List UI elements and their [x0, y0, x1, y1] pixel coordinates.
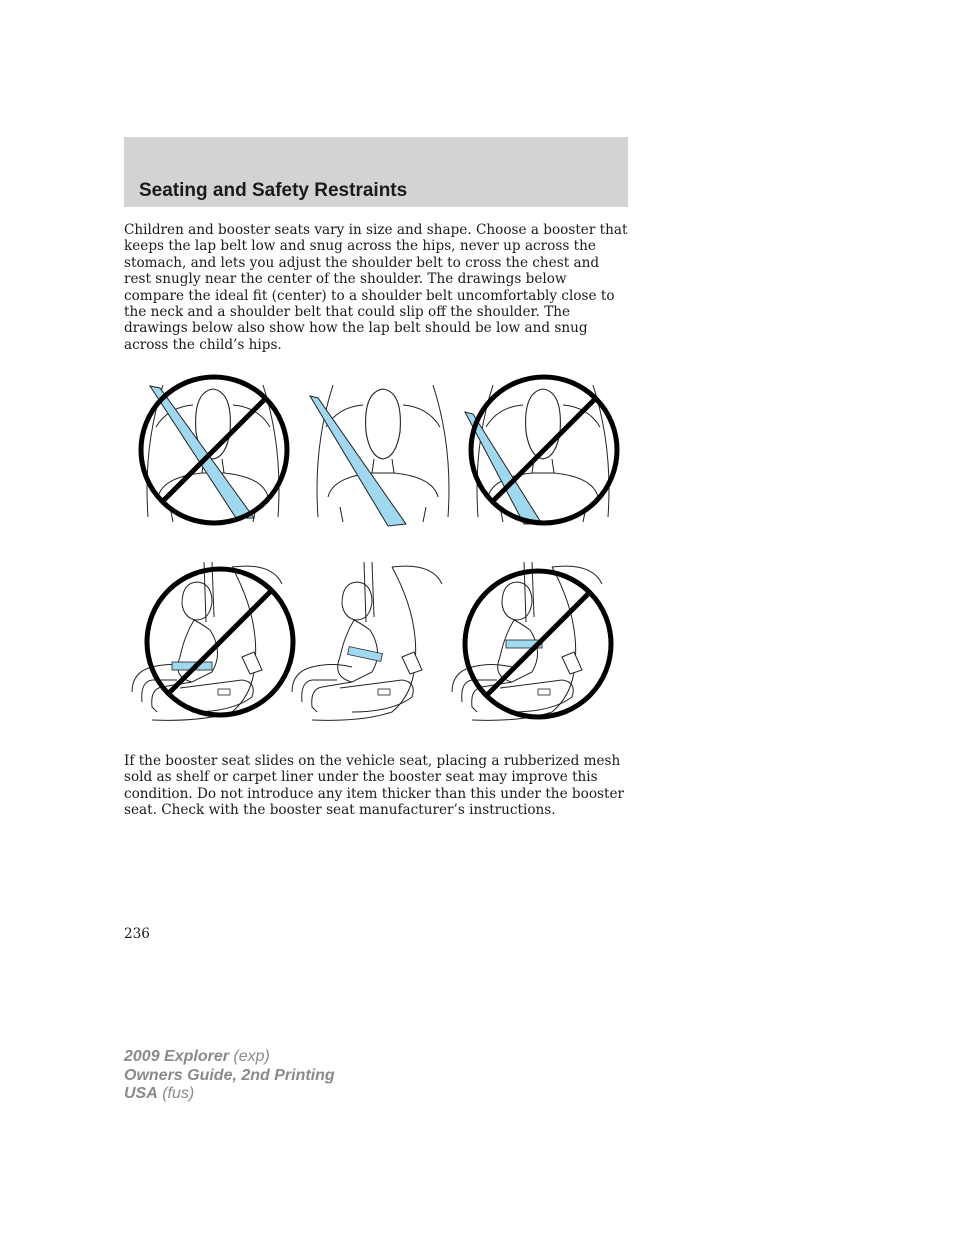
illustration-lap-belt-bad-left [132, 562, 293, 720]
document-footer [124, 1048, 335, 1104]
section-title: Seating and Safety Restraints [139, 180, 408, 201]
prohibited-icon [147, 569, 293, 715]
footer-line-3: USA (fus) [124, 1085, 195, 1102]
illustration-correct-shoulder-fit [310, 385, 449, 526]
footer-line-2: Owners Guide, 2nd Printing [124, 1066, 335, 1084]
illustration-belt-off-shoulder [465, 377, 617, 524]
booster-belt-fit-illustration [124, 372, 630, 730]
page-number: 236 [124, 926, 150, 942]
footer-line-1: 2009 Explorer (exp) [124, 1048, 270, 1065]
booster-slide-paragraph: If the booster seat slides on the vehicle seat, placing a rubberized mesh sold as shelf or carpet liner under the booster seat may improve this condition. Do not introduce any item thicker than this under the booster seat. Check with the booster seat manufacturer’s instructions. [124, 753, 624, 819]
illustration-lap-belt-correct [292, 562, 442, 720]
section-header-band [124, 137, 628, 207]
intro-paragraph: Children and booster seats vary in size and shape. Choose a booster that keeps the lap belt low and snug across the hips, never up across the stomach, and lets you adjust the shoulder belt to cross the chest and rest snugly near the center of the shoulder. The drawings below compare the ideal fit (center) to a shoulder belt uncomfortably close to the neck and a shoulder belt that could slip off the shoulder. The drawings below also show how the lap belt should be low and snug across the child’s hips. [124, 222, 628, 353]
illustration-belt-too-close-neck [141, 377, 287, 523]
illustration-lap-belt-bad-right [452, 562, 611, 720]
